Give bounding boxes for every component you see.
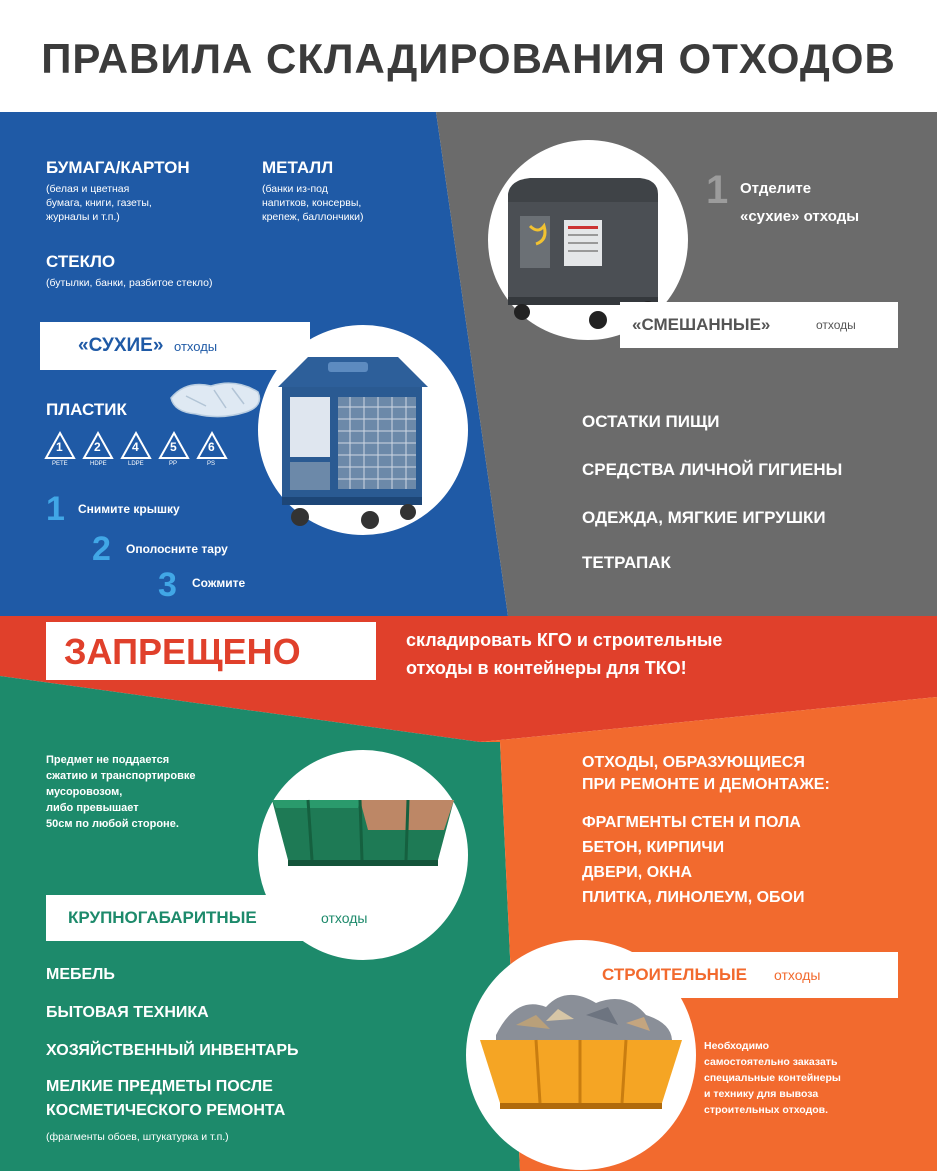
step-2-text: Ополосните тару — [126, 542, 228, 556]
glass-description: (бутылки, банки, разбитое стекло) — [46, 277, 213, 289]
mixed-waste-label — [620, 302, 898, 348]
recycle-name-pp: PP — [169, 461, 178, 467]
recycle-name-ldpe: LDPE — [128, 461, 144, 467]
bulky-waste-label — [46, 895, 406, 941]
bulky-label-sub: отходы — [321, 910, 368, 926]
banned-title: ЗАПРЕЩЕНО — [64, 631, 301, 672]
crushed-bottle-image — [166, 378, 266, 420]
paper-title: БУМАГА/КАРТОН — [46, 158, 190, 177]
step-3-text: Сожмите — [192, 576, 246, 590]
mixed-item-hygiene: СРЕДСТВА ЛИЧНОЙ ГИГИЕНЫ — [582, 460, 843, 479]
construction-label-sub: отходы — [774, 967, 821, 983]
mixed-label-main: «СМЕШАННЫЕ» — [632, 315, 771, 334]
mixed-step-text: Отделите «сухие» отходы — [740, 180, 860, 225]
recycle-code-5: 5 — [170, 440, 177, 454]
step-3-number: 3 — [158, 566, 177, 604]
recycle-code-4: 4 — [132, 440, 139, 454]
recycle-code-2: 2 — [94, 440, 101, 454]
bulky-item-small-1: МЕЛКИЕ ПРЕДМЕТЫ ПОСЛЕ — [46, 1078, 273, 1095]
recycle-name-pete: PETE — [52, 461, 68, 467]
metal-description: (банки из-под напитков, консервы, крепеж, баллончики) — [262, 183, 364, 223]
bulky-waste-container-image — [268, 790, 458, 880]
dry-label-main: «СУХИЕ» — [78, 335, 164, 356]
construction-item-concrete: БЕТОН, КИРПИЧИ — [582, 839, 725, 856]
construction-items — [582, 810, 805, 910]
bulky-description: Предмет не поддается сжатию и транспортировке мусоровозом, либо превышает 50см по любой стороне. — [46, 754, 196, 830]
mixed-item-clothes: ОДЕЖДА, МЯГКИЕ ИГРУШКИ — [582, 508, 826, 527]
construction-label-main: СТРОИТЕЛЬНЫЕ — [602, 965, 747, 984]
construction-item-tiles: ПЛИТКА, ЛИНОЛЕУМ, ОБОИ — [582, 889, 805, 906]
construction-waste-container-image — [476, 985, 686, 1125]
construction-item-doors: ДВЕРИ, ОКНА — [582, 864, 693, 881]
bulky-item-appliances: БЫТОВАЯ ТЕХНИКА — [46, 1004, 209, 1021]
recycle-codes — [44, 430, 234, 470]
plastic-title: ПЛАСТИК — [46, 400, 127, 419]
construction-item-walls: ФРАГМЕНТЫ СТЕН И ПОЛА — [582, 814, 801, 831]
recycle-name-hdpe: HDPE — [90, 461, 107, 467]
bulky-label-main: КРУПНОГАБАРИТНЫЕ — [68, 908, 257, 927]
banned-text: складировать КГО и строительные отходы в контейнеры для ТКО! — [406, 630, 723, 678]
construction-heading: ОТХОДЫ, ОБРАЗУЮЩИЕСЯ ПРИ РЕМОНТЕ И ДЕМОНТАЖЕ: — [582, 754, 830, 793]
mixed-label-sub: отходы — [816, 318, 856, 332]
glass-title: СТЕКЛО — [46, 252, 116, 271]
bulky-item-small-2: КОСМЕТИЧЕСКОГО РЕМОНТА — [46, 1102, 286, 1119]
mixed-item-food: ОСТАТКИ ПИЩИ — [582, 412, 720, 431]
recycle-code-1: 1 — [56, 440, 63, 454]
bulky-note: (фрагменты обоев, штукатурка и т.п.) — [46, 1131, 229, 1143]
step-2-number: 2 — [92, 530, 111, 568]
construction-description: Необходимо самостоятельно заказать специальные контейнеры и технику для вывоза строительных отходов. — [704, 1040, 841, 1116]
recycle-code-6: 6 — [208, 440, 215, 454]
paper-description: (белая и цветная бумага, книги, газеты, журналы и т.п.) — [46, 183, 152, 223]
recycle-name-ps: PS — [207, 461, 216, 467]
metal-title: МЕТАЛЛ — [262, 158, 334, 177]
bulky-item-inventory: ХОЗЯЙСТВЕННЫЙ ИНВЕНТАРЬ — [46, 1042, 299, 1059]
banned-title-box — [46, 622, 376, 680]
dry-label-sub: отходы — [174, 339, 218, 354]
mixed-step-number: 1 — [706, 168, 729, 212]
bulky-item-furniture: МЕБЕЛЬ — [46, 966, 115, 983]
dry-waste-container-image — [268, 352, 438, 532]
step-1-number: 1 — [46, 490, 65, 528]
mixed-item-tetrapak: ТЕТРАПАК — [582, 553, 671, 572]
step-1-text: Снимите крышку — [78, 502, 180, 516]
page-title: ПРАВИЛА СКЛАДИРОВАНИЯ ОТХОДОВ — [41, 35, 896, 82]
